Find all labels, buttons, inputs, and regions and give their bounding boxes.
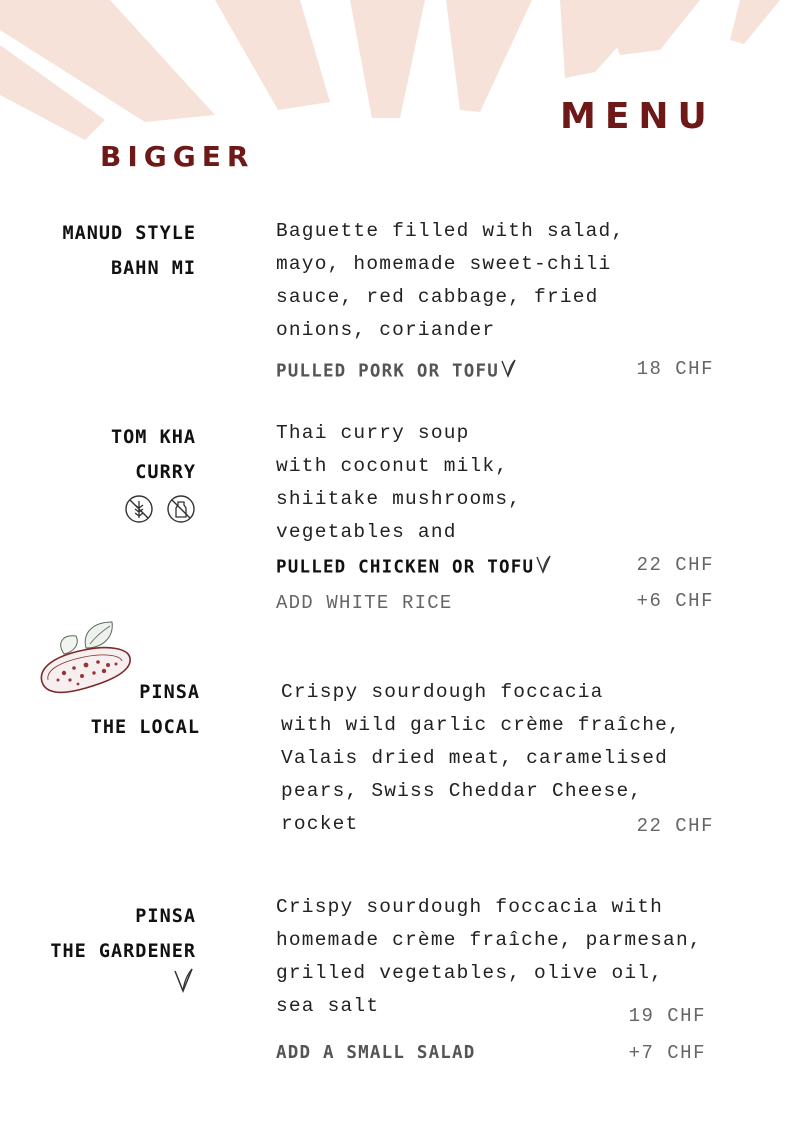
ray-shape	[350, 0, 425, 118]
item-price: 19 CHF	[628, 1005, 706, 1027]
section-title: BIGGER	[100, 140, 255, 173]
vegan-icon	[534, 553, 554, 582]
item-description: Baguette filled with salad, mayo, homemade sweet-chili sauce, red cabbage, fried onions, coriander	[276, 220, 625, 341]
ray-shape	[446, 0, 532, 112]
item-extra-price: +7 CHF	[628, 1042, 706, 1064]
item-extra-label: ADD A SMALL SALAD	[276, 1043, 476, 1063]
item-price: 18 CHF	[636, 358, 714, 380]
item-price: 22 CHF	[636, 554, 714, 576]
item-option: PULLED CHICKEN OR TOFU	[276, 553, 606, 582]
lactose-free-icon	[166, 494, 196, 529]
menu-title: MENU	[560, 96, 716, 137]
item-description: Crispy sourdough foccacia with homemade crème fraîche, parmesan, grilled vegetables, olive oil, sea salt	[276, 896, 702, 1017]
item-option: PULLED PORK OR TOFU	[276, 357, 606, 386]
item-description: Crispy sourdough foccacia with wild garlic crème fraîche, Valais dried meat, caramelised pears, Swiss Cheddar Cheese, rocket	[281, 681, 681, 835]
vegan-icon	[172, 966, 196, 999]
item-extra-price: +6 CHF	[636, 590, 714, 612]
gluten-free-icon	[124, 494, 154, 529]
item-name: PINSA THE GARDENER	[50, 906, 196, 962]
ray-shape	[215, 0, 330, 110]
item-description: Thai curry soup with coconut milk, shiitake mushrooms, vegetables and	[276, 422, 522, 543]
item-extra-label: ADD WHITE RICE	[276, 592, 453, 614]
item-name: TOM KHA CURRY	[111, 427, 196, 483]
allergen-icons	[124, 494, 198, 524]
vegan-icon	[499, 357, 519, 386]
item-name: PINSA THE LOCAL	[90, 682, 200, 738]
item-price: 22 CHF	[636, 815, 714, 837]
ray-shape	[730, 0, 780, 44]
item-name: MANUD STYLE BAHN MI	[62, 223, 196, 279]
